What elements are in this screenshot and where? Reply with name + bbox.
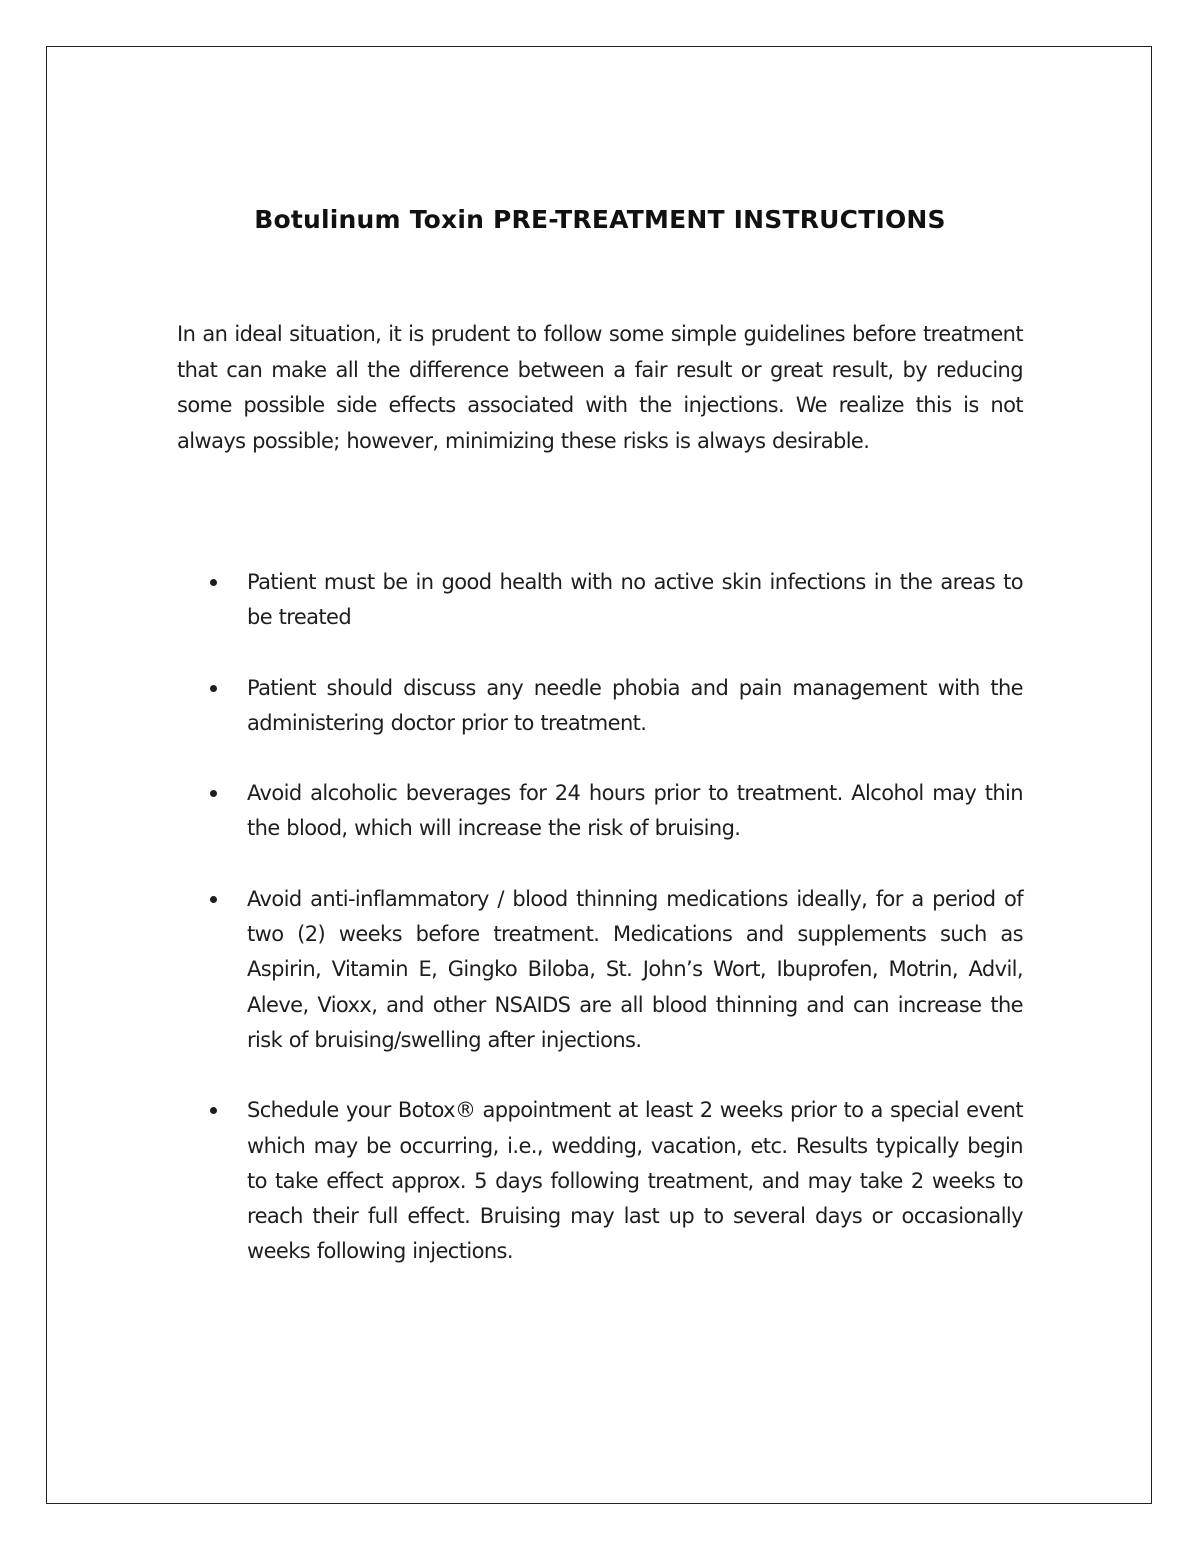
bullet-icon xyxy=(210,790,217,797)
list-item xyxy=(177,671,1023,742)
bullet-icon xyxy=(210,579,217,586)
list-item xyxy=(177,565,1023,636)
list-item-text: Patient must be in good health with no active skin infections in the areas to be treated xyxy=(247,570,1023,630)
list-item-text: Avoid alcoholic beverages for 24 hours prior to treatment. Alcohol may thin the blood, which will increase the risk of bruising. xyxy=(247,781,1023,841)
list-item xyxy=(177,882,1023,1058)
instruction-list xyxy=(177,565,1023,1305)
intro-paragraph: In an ideal situation, it is prudent to follow some simple guidelines before treatment that can make all the difference between a fair result or great result, by reducing some possible side effects associated with the injections. We realize this is not always possible; however, minimizing these risks is always desirable. xyxy=(177,322,1023,453)
bullet-icon xyxy=(210,896,217,903)
bullet-icon xyxy=(210,1107,217,1114)
list-item xyxy=(177,776,1023,847)
list-item xyxy=(177,1093,1023,1269)
list-item-text: Schedule your Botox® appointment at least 2 weeks prior to a special event which may be occurring, i.e., wedding, vacation, etc. Results typically begin to take effect approx. 5 days following treatment, and may take 2 weeks to reach their full effect. Bruising may last up to several days or occasionally weeks following injections. xyxy=(247,1098,1023,1264)
document-title: Botulinum Toxin PRE-TREATMENT INSTRUCTIONS xyxy=(254,205,946,234)
list-item-text: Patient should discuss any needle phobia and pain management with the administering doctor prior to treatment. xyxy=(247,675,1023,735)
bullet-icon xyxy=(210,685,217,692)
list-item-text: Avoid anti-inflammatory / blood thinning medications ideally, for a period of two (2) weeks before treatment. Medications and supplements such as Aspirin, Vitamin E, Gingko Biloba, St. John’s Wort, Ibuprofen, Motrin, Advil, Aleve, Vioxx, and other NSAIDS are all blood thinning and can increase the risk of bruising/swelling after injections. xyxy=(247,886,1023,1052)
